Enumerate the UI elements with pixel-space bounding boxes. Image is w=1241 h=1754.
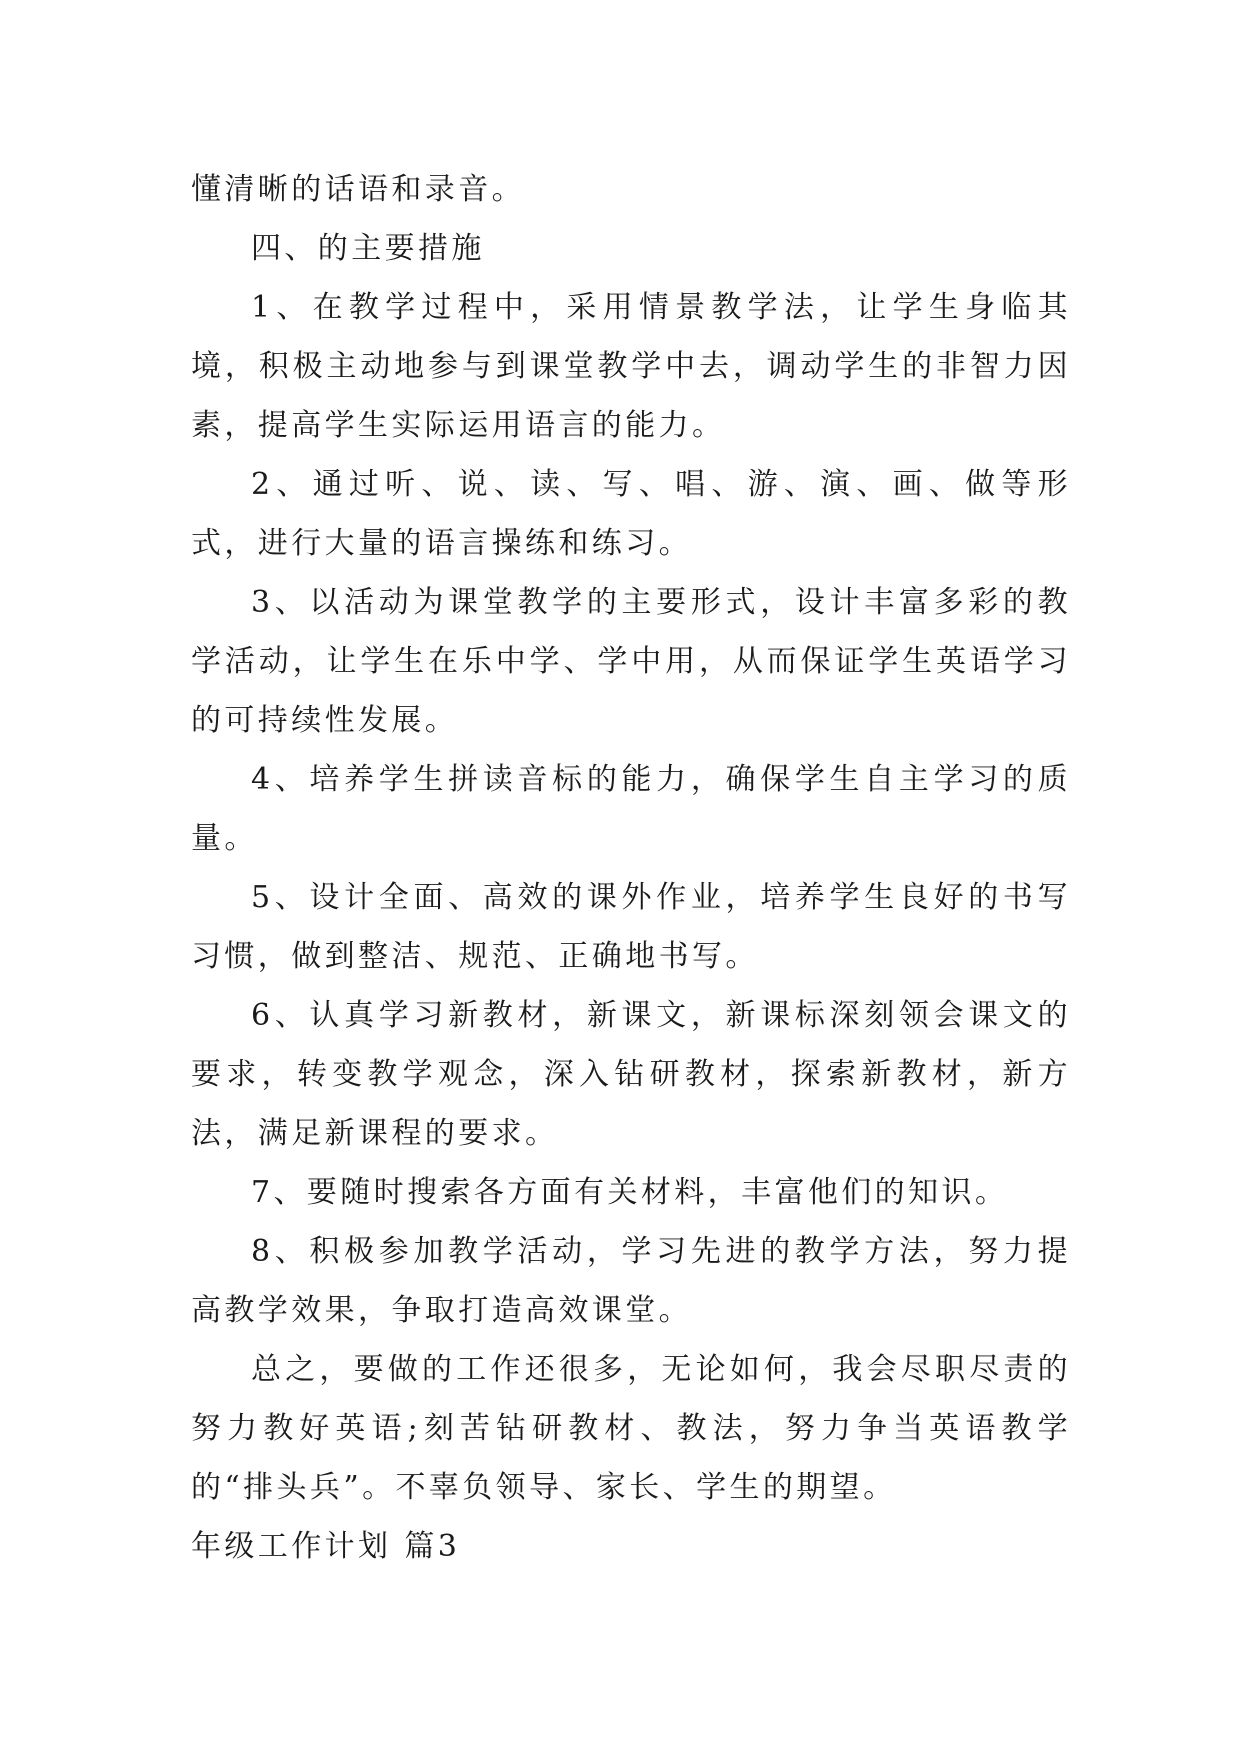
section-heading: 年级工作计划 篇3 bbox=[191, 1529, 461, 1564]
paragraph: 4、培养学生拼读音标的能力，确保学生自主学习的质量。 bbox=[191, 762, 1071, 856]
paragraph: 3、以活动为课堂教学的主要形式，设计丰富多彩的教学活动，让学生在乐中学、学中用，从而保证学生英语学习的可持续性发展。 bbox=[191, 585, 1071, 738]
paragraph: 5、设计全面、高效的课外作业，培养学生良好的书写习惯，做到整洁、规范、正确地书写。 bbox=[191, 880, 1071, 974]
paragraph: 2、通过听、说、读、写、唱、游、演、画、做等形式，进行大量的语言操练和练习。 bbox=[191, 467, 1071, 561]
paragraph: 6、认真学习新教材，新课文，新课标深刻领会课文的要求，转变教学观念，深入钻研教材，探索新教材，新方法，满足新课程的要求。 bbox=[191, 998, 1071, 1151]
paragraph: 懂清晰的话语和录音。 bbox=[191, 172, 525, 207]
paragraph: 7、要随时搜索各方面有关材料，丰富他们的知识。 bbox=[251, 1175, 1009, 1210]
paragraph: 总之，要做的工作还很多，无论如何，我会尽职尽责的努力教好英语;刻苦钻研教材、教法，努力争当英语教学的“排头兵”。不辜负领导、家长、学生的期望。 bbox=[191, 1352, 1071, 1505]
document-body bbox=[191, 160, 1071, 1576]
paragraph: 四、的主要措施 bbox=[251, 231, 485, 266]
paragraph: 8、积极参加教学活动，学习先进的教学方法，努力提高教学效果，争取打造高效课堂。 bbox=[191, 1234, 1071, 1328]
paragraph: 1、在教学过程中，采用情景教学法，让学生身临其境，积极主动地参与到课堂教学中去，调动学生的非智力因素，提高学生实际运用语言的能力。 bbox=[191, 290, 1071, 443]
